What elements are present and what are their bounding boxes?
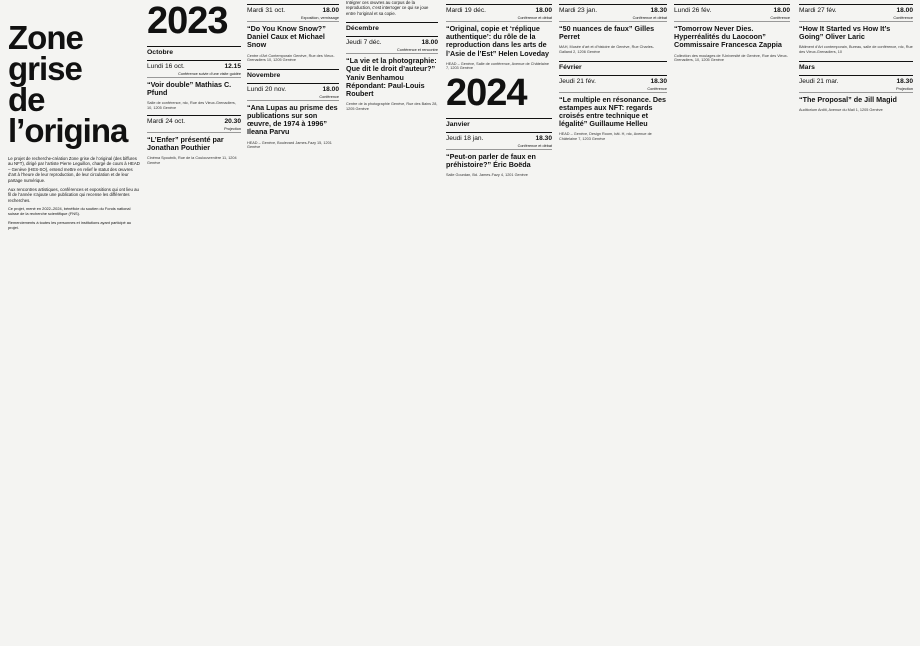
event-location: Bâtiment d’Art contemporain, Bureau, salle de conférence, rdc, Rue des Vieux-Grenadiers, 10 — [799, 45, 913, 54]
month-heading: Décembre — [346, 22, 438, 32]
event-type: Conférence et débat — [446, 144, 552, 150]
event-date: Jeudi 21 fév. — [559, 77, 596, 85]
year-heading: 2024 — [446, 72, 527, 114]
column-2 — [147, 0, 241, 646]
event-location: MAH, Musée d’art et d’histoire de Genève, Rue Charles-Galland 2, 1206 Genève — [559, 45, 654, 54]
column-intro — [8, 0, 140, 646]
event-title: “Do You Know Snow?” Daniel Caux et Michael Snow — [247, 24, 326, 50]
event-time: 18.30 — [896, 77, 913, 85]
event-title: “Ana Lupas au prisme des publications sur son œuvre, de 1974 à 1996” Ileana Parvu — [247, 102, 338, 137]
event-location: Centre de la photographie Genève, Rue des Bains 28, 1205 Genève — [346, 102, 438, 111]
event-date: Jeudi 18 jan. — [446, 135, 484, 142]
column-4 — [346, 0, 438, 646]
event-date: Mardi 23 jan. — [559, 7, 598, 14]
event-type: Conférence suivie d’une visite guidée — [147, 72, 241, 78]
event-date-row — [346, 36, 438, 47]
event-date: Mardi 24 oct. — [147, 117, 186, 125]
column-8 — [799, 0, 913, 646]
event-title: “Le multiple en résonance. Des estampes aux NFT: regards croisés entre technique et légalité” Guillaume Helleu — [559, 94, 667, 129]
event-date: Jeudi 7 déc. — [346, 39, 382, 47]
event-location: HEAD – Genève, Design Room, bât. H, rdc, Avenue de Châtelaine 7, 1203 Genève — [559, 132, 652, 141]
event-time: 18.00 — [421, 39, 438, 47]
event-date-row — [147, 60, 241, 71]
event-location: Auditorium Arditi, Avenue du Mail 1, 1205 Genève — [799, 107, 883, 112]
event-title: “Peut-on parler de faux en préhistoire?” Éric Boëda — [446, 152, 536, 170]
event-type: Conférence — [674, 16, 790, 22]
event-title: “50 nuances de faux” Gilles Perret — [559, 24, 655, 42]
event-type: Conférence et débat — [446, 16, 552, 22]
event-date-row — [247, 4, 339, 15]
event-date: Jeudi 21 mar. — [799, 77, 839, 85]
month-heading: Mars — [799, 61, 913, 71]
event-location: HEAD – Genève, Salle de conférence, Avenue de Châtelaine 7, 1203 Genève — [446, 61, 549, 71]
month-heading: Février — [559, 61, 667, 71]
event-title: “Tomorrow Never Dies. Hyperréalités du Laocoon” Commissaire Francesca Zappia — [674, 24, 782, 50]
event-type: Conférence — [799, 16, 913, 22]
column-6 — [559, 0, 667, 646]
month-heading: Octobre — [147, 46, 241, 56]
credits-text: Remerciements à toutes les personnes et institutions ayant participé au projet. — [8, 220, 132, 230]
event-date: Mardi 27 fév. — [799, 7, 837, 14]
event-type: Conférence — [559, 87, 667, 93]
event-type: Projection — [147, 127, 241, 133]
event-date-row — [674, 4, 790, 15]
title-line-2: de l’origina — [8, 81, 128, 149]
poster-title — [8, 19, 140, 149]
title-line-1: Zone grise — [8, 19, 83, 87]
event-location: HEAD – Genève, Boulevard James-Fazy 15, 1201 Genève — [247, 140, 332, 150]
event-title: “Voir double” Mathias C. Pfund — [147, 80, 232, 98]
event-date: Lundi 26 fév. — [674, 7, 712, 14]
column-7 — [674, 0, 790, 646]
event-time: 18.30 — [535, 135, 552, 142]
intro-text-2: Aux rencontres artistiques, conférences et expositions qui ont lieu au fil de l’année s’ajoute une publication qui recense les différentes recherches. — [8, 187, 139, 203]
event-title: “The Proposal” de Jill Magid — [799, 94, 897, 104]
event-type: Conférence et rencontre — [346, 48, 438, 54]
event-time: 18.00 — [535, 7, 552, 14]
event-date: Mardi 31 oct. — [247, 7, 286, 14]
event-date-row — [799, 4, 913, 15]
event-time: 18.00 — [322, 7, 339, 14]
intro-text: Le projet de recherche-création Zone grise de l’original (des biffures au NFT), dirigé par l’artiste Pierre Leguillon, chargé de cours à HEAD – Genève (HES-SO), entend mettre en relief le statut des œuvres d’art à l’heure de leur reproduction, de leur circulation et de leur partage numérique. — [8, 156, 140, 183]
body-text: Intégrer ces œuvres au corpus de la reproduction, c’est interroger ce qui se joue entre l’original et sa copie. — [346, 0, 429, 16]
month-heading: Novembre — [247, 69, 339, 79]
event-location: Cinéma Spoutnik, Rue de la Coulouvrenière 11, 1204 Genève — [147, 156, 237, 165]
event-title: “La vie et la photographie: Que dit le droit d’auteur?” Yaniv Benhamou Répondant: Paul-Louis Roubert — [346, 56, 437, 99]
event-type: Projection — [799, 87, 913, 93]
legal-text: Ce projet, mené en 2022–2024, bénéficie du soutien du Fonds national suisse de la recherche scientifique (FNS). — [8, 206, 131, 217]
event-date: Lundi 16 oct. — [147, 63, 185, 70]
event-date-row — [446, 4, 552, 15]
event-date-row — [247, 83, 339, 94]
event-date-row — [559, 75, 667, 86]
month-heading: Janvier — [446, 118, 552, 128]
event-location: Centre d’Art Contemporain Genève, Rue des Vieux-Grenadiers 10, 1205 Genève — [247, 53, 335, 63]
event-time: 12.15 — [224, 63, 241, 70]
event-title: “L’Enfer” présenté par Jonathan Pouthier — [147, 134, 224, 152]
event-location: Salle Gourdan, Bd. James-Fazy 4, 1201 Genève — [446, 173, 528, 178]
event-time: 18.30 — [650, 77, 667, 85]
event-location: Collection des moulages de l’Université de Genève, Rue des Vieux-Grenadiers, 10, 1205 Genève — [674, 53, 788, 63]
event-date-row — [147, 115, 241, 126]
event-date-row — [446, 132, 552, 143]
event-title: “Original, copie et ‘réplique authentique’: du rôle de la reproduction dans les arts de l’Asie de l’Est” Helen Loveday — [446, 24, 550, 58]
event-time: 18.00 — [322, 85, 339, 93]
event-title: “How It Started vs How It’s Going” Oliver Laric — [799, 24, 891, 42]
event-date-row — [799, 75, 913, 86]
event-type: Conférence et débat — [559, 16, 667, 22]
event-date-row — [559, 4, 667, 15]
event-type: Conférence — [247, 95, 339, 101]
event-time: 20.30 — [224, 117, 241, 125]
event-location: Salle de conférence, rdc, Rue des Vieux-Grenadiers, 10, 1205 Genève — [147, 101, 236, 110]
event-time: 18.00 — [773, 7, 790, 14]
event-type: Exposition, vernissage — [247, 16, 339, 22]
event-time: 18.00 — [896, 7, 913, 14]
column-5 — [446, 0, 552, 646]
event-date: Mardi 19 déc. — [446, 7, 486, 14]
year-heading: 2023 — [147, 0, 228, 42]
event-date: Lundi 20 nov. — [247, 85, 287, 93]
column-3 — [247, 0, 339, 646]
event-time: 18.30 — [650, 7, 667, 14]
